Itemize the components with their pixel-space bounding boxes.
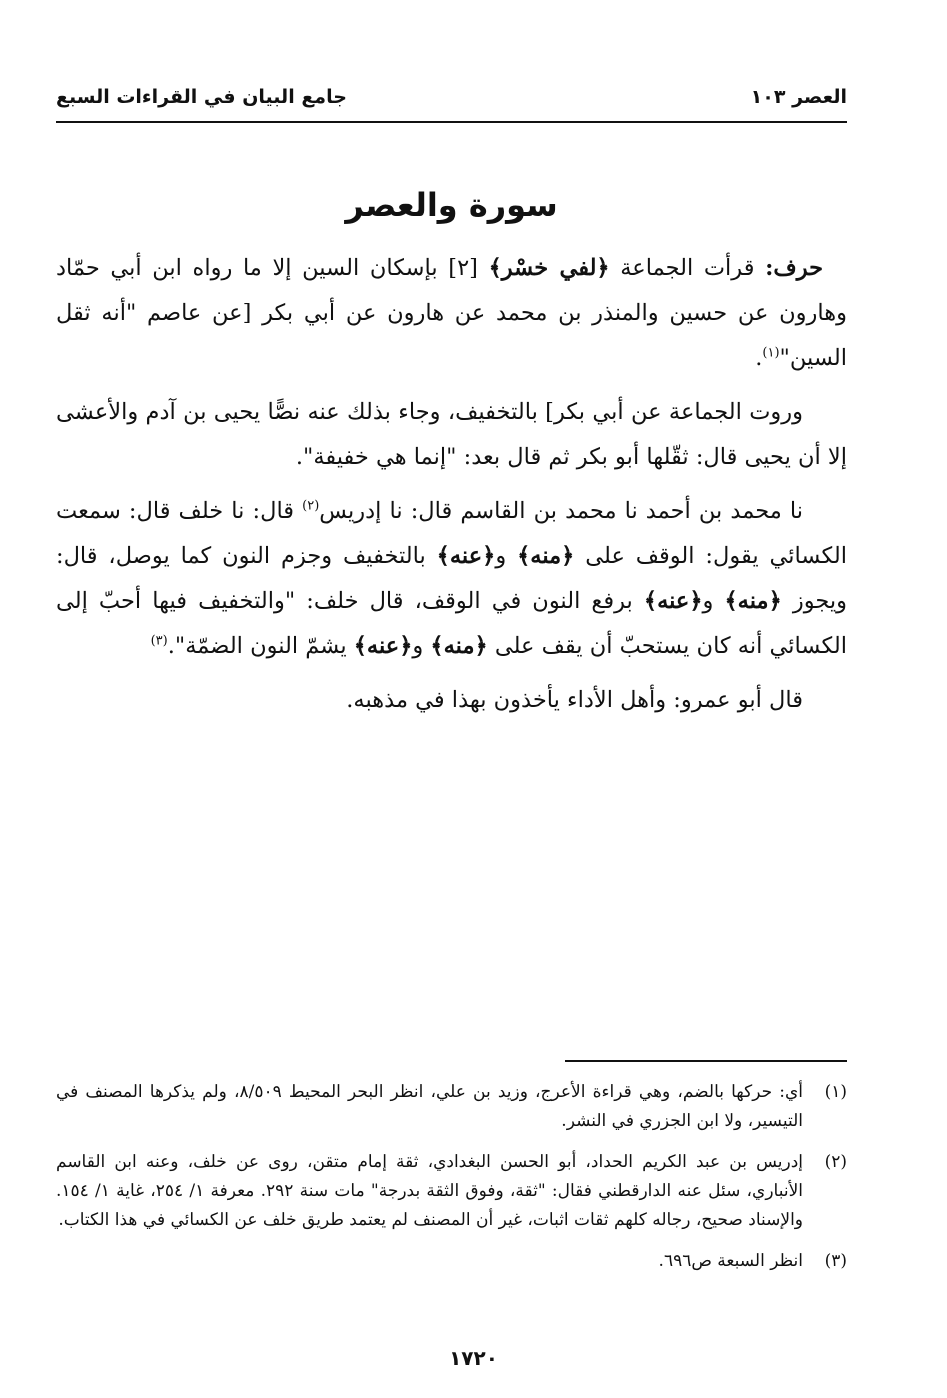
p3-text-4: بالتخفيف وجزم النون كما يوصل، قال: ويجوز — [56, 543, 847, 614]
quran-phrase: ﴿لفي خسْر﴾ — [488, 255, 610, 281]
footnote-rule — [565, 1060, 847, 1062]
quran-word-anhu: ﴿عنه﴾ — [643, 588, 703, 614]
footnote-text: إدريس بن عبد الكريم الحداد، أبو الحسن البغدادي، ثقة إمام متقن، روى عن خلف، وعنه ابن القاسم الأنباري، سئل عنه الدارقطني فقال: "ثقة، وفوق الثقة بدرجة" مات سنة ٢٩٢. معرفة ١/ ٢٥٤، غاية ١/ ١٥٤. والإسناد صحيح، رجاله كلهم ثقات اثبات، غير أن المصنف لم يعتمد طريق خلف عن الكسائي في هذا الكتاب. — [56, 1152, 803, 1230]
main-text — [56, 246, 847, 732]
p1-text-2: [٢] بإسكان السين إلا ما رواه ابن أبي حمّاد وهارون عن حسين والمنذر بن محمد عن هارون عن أبي بكر [عن عاصم "أنه ثقل السين" — [56, 255, 847, 371]
footnote-2 — [56, 1148, 847, 1235]
p3-text-7: و — [412, 633, 431, 659]
paragraph-1 — [56, 246, 847, 381]
running-header — [56, 80, 847, 114]
p3-text-2: قال: نا خلف قال: سمعت الكسائي يقول: الوقف على — [56, 498, 847, 569]
harf-label: حرف: — [765, 255, 824, 281]
quran-word-anhu: ﴿عنه﴾ — [353, 633, 413, 659]
p3-text-3: و — [495, 543, 518, 569]
p3-text-8: يشمّ النون الضمّة". — [167, 633, 354, 659]
paragraph-3 — [56, 489, 847, 669]
footnote-number: (١) — [824, 1082, 847, 1102]
footnote-ref-3[interactable]: (٣) — [150, 633, 168, 649]
paragraph-2: وروت الجماعة عن أبي بكر] بالتخفيف، وجاء بذلك عنه نصًّا يحيى بن آدم والأعشى إلا أن يحيى قال: ثقّلها أبو بكر ثم قال بعد: "إنما هي خفيفة". — [56, 399, 847, 470]
p3-text-6: برفع النون في الوقف، قال خلف: "والتخفيف فيها أحبّ إلى الكسائي أنه كان يستحبّ أن يقف على — [56, 588, 847, 659]
p1-text-1: قرأت الجماعة — [609, 255, 766, 281]
quran-word-minhu: ﴿منه﴾ — [724, 588, 782, 614]
p1-end: . — [755, 345, 763, 371]
quran-word-anhu: ﴿عنه﴾ — [436, 543, 496, 569]
footnote-3 — [56, 1247, 847, 1276]
p3-text-5: و — [702, 588, 725, 614]
footnote-ref-1[interactable]: (١) — [762, 345, 780, 361]
footnote-text: انظر السبعة ص٦٩٦. — [658, 1251, 803, 1271]
footnotes — [56, 1078, 847, 1288]
footnote-number: (٢) — [824, 1152, 847, 1172]
footnote-1 — [56, 1078, 847, 1136]
footnote-text: أي: حركها بالضم، وهي قراءة الأعرج، وزيد بن علي، انظر البحر المحيط ٨/٥٠٩، ولم يذكرها المصنف في التيسير، ولا ابن الجزري في النشر. — [56, 1082, 804, 1131]
page-number: ١٧٢٠ — [449, 1346, 498, 1370]
quran-word-minhu: ﴿منه﴾ — [430, 633, 488, 659]
surah-title: سورة والعصر — [345, 186, 558, 224]
header-rule — [56, 121, 847, 123]
p3-text-1: نا محمد بن أحمد نا محمد بن القاسم قال: نا إدريس — [319, 498, 803, 524]
header-book-title: جامع البيان في القراءات السبع — [56, 86, 347, 108]
footnote-number: (٣) — [824, 1251, 847, 1271]
header-surah-page: العصر ١٠٣ — [750, 86, 847, 108]
paragraph-4: قال أبو عمرو: وأهل الأداء يأخذون بهذا في مذهبه. — [346, 687, 803, 713]
footnote-ref-2[interactable]: (٢) — [302, 498, 320, 514]
quran-word-minhu: ﴿منه﴾ — [517, 543, 575, 569]
